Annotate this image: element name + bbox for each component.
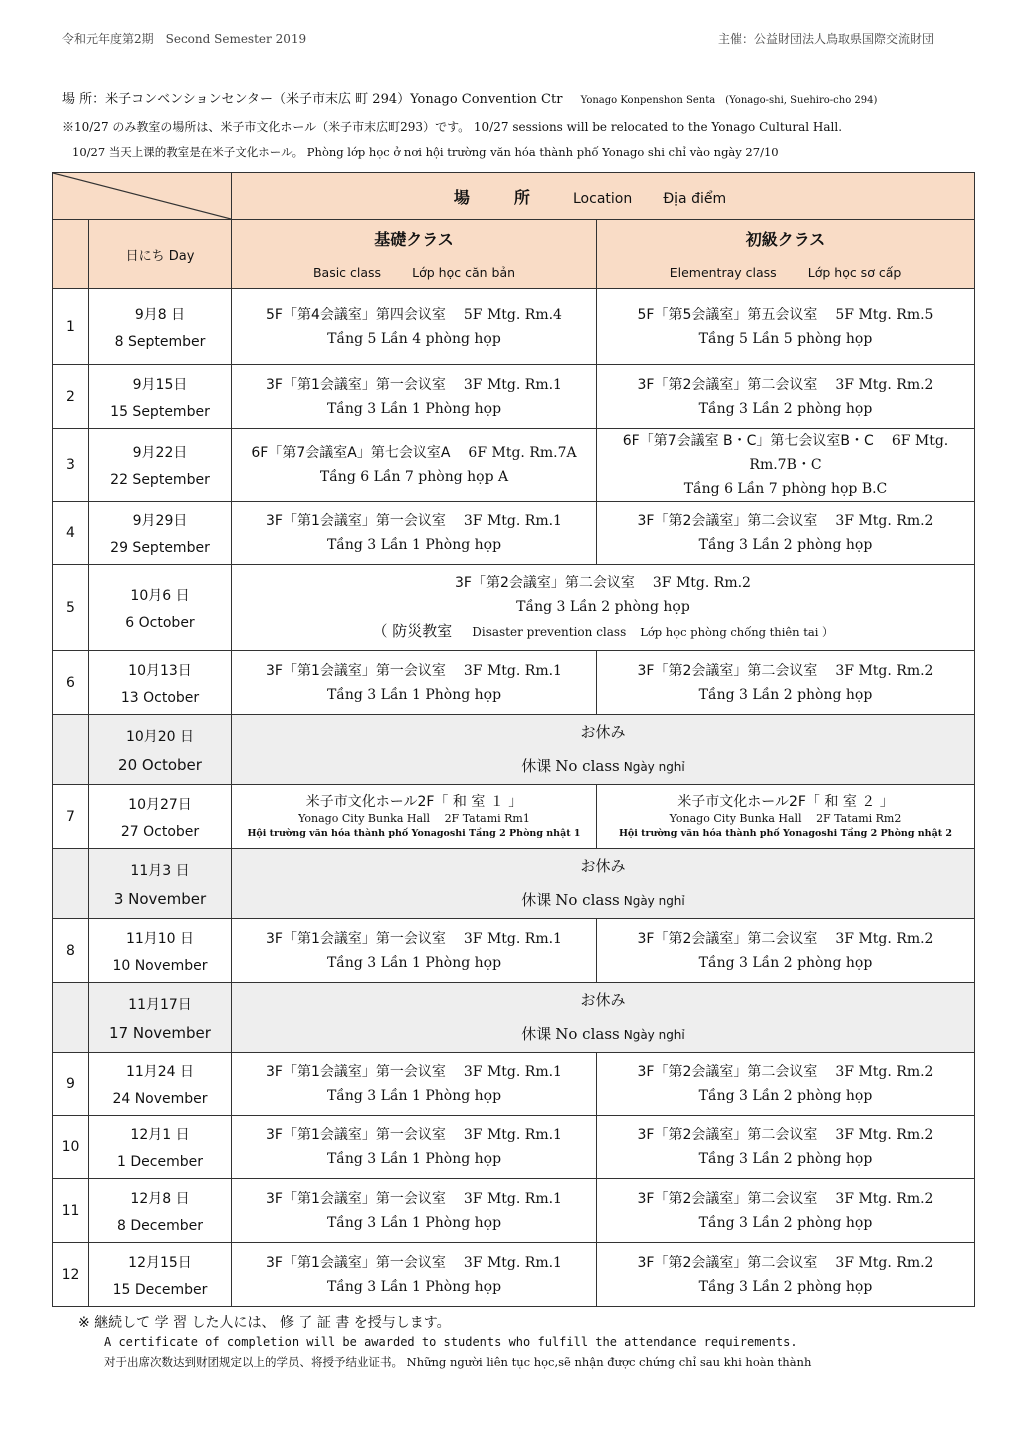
- table-row: [53, 502, 975, 565]
- basic-room: [232, 502, 597, 565]
- room-en: 6F Mtg. Rm.7B・C: [749, 433, 949, 473]
- organizer-label: 主催：公益財団法人鳥取県国際交流財団: [717, 32, 934, 46]
- room-ja: 5F「第5会議室」第五会议室: [637, 306, 818, 323]
- session-date: [89, 1053, 232, 1116]
- table-header-class-row: [53, 220, 975, 289]
- session-number: 6: [53, 651, 89, 715]
- room-vi: Tầng 3 Lần 1 Phòng họp: [326, 1151, 502, 1167]
- date-jp: 12月15日: [128, 1254, 192, 1271]
- date-en: 17 November: [109, 1023, 211, 1042]
- room-ja: 3F「第2会議室」第二会议室: [637, 930, 818, 947]
- room-ja: 3F「第2会議室」第二会议室: [637, 1190, 818, 1207]
- no-class-zh: 休课: [521, 891, 552, 909]
- location-header-ja: 場 所: [453, 187, 544, 207]
- no-class-cell: [232, 983, 975, 1053]
- date-en: 15 September: [110, 403, 210, 420]
- session-date: [89, 289, 232, 365]
- room-vi: Tầng 3 Lần 2 phòng họp: [698, 1088, 873, 1104]
- date-en: 22 September: [110, 472, 210, 488]
- session-number: 2: [53, 365, 89, 429]
- basic-class-header: [232, 220, 597, 289]
- room-en: 3F Mtg. Rm.2: [835, 930, 934, 947]
- room-ja: 3F「第1会議室」第一会议室: [266, 1190, 446, 1207]
- date-en: 3 November: [113, 889, 207, 908]
- elementary-class-ja: 初級クラス: [745, 230, 826, 249]
- room-en: 3F Mtg. Rm.2: [835, 513, 934, 529]
- room-en: 3F Mtg. Rm.1: [463, 1254, 562, 1271]
- session-date: [89, 565, 232, 651]
- date-en: 6 October: [125, 614, 195, 631]
- basic-room: [232, 1179, 597, 1243]
- special-class-vi: Lớp học phòng chống thiên tai ）: [640, 625, 834, 639]
- room-vi: Tầng 3 Lần 2 phòng họp: [698, 954, 873, 971]
- room-en: 3F Mtg. Rm.2: [652, 575, 751, 591]
- basic-room: [232, 651, 597, 715]
- basic-class-en: Basic class: [312, 265, 382, 280]
- elementary-room: [597, 785, 975, 849]
- no-class-cell: [232, 849, 975, 919]
- table-row-holiday: [53, 983, 975, 1053]
- table-corner: [53, 173, 232, 220]
- date-jp: 10月20 日: [125, 728, 195, 745]
- room-en: 3F Mtg. Rm.1: [463, 1064, 562, 1080]
- location-romaji: Yonago Konpenshon Senta (Yonago-shi, Suehiro-cho 294): [580, 95, 878, 106]
- room-en: 3F Mtg. Rm.1: [463, 513, 562, 529]
- session-number: 1: [53, 289, 89, 365]
- session-date: [89, 502, 232, 565]
- location-line: [62, 88, 877, 107]
- date-en: 8 September: [114, 333, 206, 350]
- table-row: [53, 1053, 975, 1116]
- elementary-room: [597, 651, 975, 715]
- room-ja: 米子市文化ホール2F「 和 室 １ 」: [305, 793, 523, 810]
- table-row: [53, 565, 975, 651]
- table-row-holiday: [53, 849, 975, 919]
- basic-class-ja: 基礎クラス: [374, 230, 454, 249]
- room-en: 3F Mtg. Rm.2: [835, 376, 934, 393]
- date-en: 24 November: [112, 1091, 208, 1107]
- room-vi: Tầng 3 Lần 2 phòng họp: [698, 686, 873, 703]
- schedule-table: [52, 172, 975, 1307]
- relocation-notice: ※10/27 のみ教室の場所は、米子市文化ホール（米子市末広町293）です。 10/27 sessions will be relocated to the Yonago Cultural Hall.: [62, 120, 843, 134]
- room-ja: 3F「第2会議室」第二会议室: [637, 376, 818, 393]
- date-en: 27 October: [120, 823, 200, 840]
- basic-room: [232, 365, 597, 429]
- room-vi: Tầng 3 Lần 2 phòng họp: [698, 537, 873, 553]
- certificate-note-en: A certificate of completion will be awarded to students who fulfill the attendance requirements.: [104, 1335, 798, 1349]
- elementary-room: [597, 429, 975, 502]
- elementary-room: [597, 502, 975, 565]
- no-class-vi: Ngày nghỉ: [623, 760, 685, 774]
- special-class-en: Disaster prevention class: [472, 625, 627, 639]
- room-en: 3F Mtg. Rm.2: [835, 1190, 934, 1207]
- table-row: [53, 1243, 975, 1307]
- session-number-empty: [53, 715, 89, 785]
- semester-label: 令和元年度第2期 Second Semester 2019: [62, 32, 307, 46]
- no-class-cell: [232, 715, 975, 785]
- room-en: 3F Mtg. Rm.1: [463, 1127, 562, 1143]
- elementary-room: [597, 1179, 975, 1243]
- session-number: 5: [53, 565, 89, 651]
- room-vi: Tầng 3 Lần 1 Phòng họp: [326, 537, 502, 553]
- session-number: 11: [53, 1179, 89, 1243]
- session-date: [89, 983, 232, 1053]
- date-en: 20 October: [118, 755, 202, 774]
- no-class-zh: 休课: [521, 757, 552, 775]
- date-jp: 10月13日: [128, 662, 192, 679]
- room-ja: 3F「第1会議室」第一会议室: [266, 1064, 446, 1080]
- basic-room: [232, 919, 597, 983]
- room-en: 5F Mtg. Rm.4: [463, 306, 562, 323]
- elementary-room: [597, 1053, 975, 1116]
- room-en: Yonago City Bunka Hall 2F Tatami Rm1: [298, 811, 530, 825]
- room-en: 3F Mtg. Rm.1: [463, 1190, 562, 1207]
- room-ja: 3F「第1会議室」第一会议室: [266, 1127, 446, 1143]
- room-ja: 3F「第1会議室」第一会议室: [266, 513, 446, 529]
- date-jp: 12月1 日: [130, 1127, 190, 1143]
- date-en: 8 December: [117, 1217, 203, 1234]
- room-ja: 3F「第1会議室」第一会议室: [266, 1254, 446, 1271]
- room-vi: Hội trường văn hóa thành phố Yonagoshi Tầng 2 Phòng nhật 1: [247, 827, 581, 839]
- table-row: [53, 651, 975, 715]
- room-vi: Tầng 3 Lần 2 phòng họp: [698, 1214, 873, 1231]
- session-date: [89, 919, 232, 983]
- date-en: 13 October: [120, 689, 200, 706]
- no-class-en: No class: [555, 757, 620, 775]
- elementary-room: [597, 365, 975, 429]
- date-jp: 9月22日: [132, 445, 188, 461]
- room-vi: Tầng 5 Lần 4 phòng họp: [327, 330, 501, 347]
- session-date: [89, 429, 232, 502]
- elementary-room: [597, 289, 975, 365]
- room-ja: 6F「第7会議室A」第七会议室A: [251, 445, 451, 461]
- date-jp: 11月10 日: [125, 930, 195, 947]
- basic-room: [232, 1116, 597, 1179]
- no-class-ja: お休み: [580, 723, 626, 741]
- room-en: 3F Mtg. Rm.1: [463, 930, 562, 947]
- table-row: [53, 919, 975, 983]
- room-en: Yonago City Bunka Hall 2F Tatami Rm2: [669, 811, 902, 825]
- elementary-class-vi: Lớp học sơ cấp: [807, 265, 902, 280]
- room-en: 3F Mtg. Rm.1: [463, 662, 562, 679]
- session-date: [89, 1116, 232, 1179]
- date-jp: 11月17日: [128, 996, 192, 1013]
- room-ja: 3F「第2会議室」第二会议室: [637, 1254, 818, 1271]
- table-row: [53, 365, 975, 429]
- no-class-vi: Ngày nghỉ: [623, 894, 685, 908]
- elementary-room: [597, 1116, 975, 1179]
- basic-room: [232, 429, 597, 502]
- date-jp: 11月3 日: [130, 862, 190, 879]
- session-number: 12: [53, 1243, 89, 1307]
- date-en: 10 November: [112, 957, 208, 974]
- location-header: [232, 173, 975, 220]
- basic-class-vi: Lớp học căn bản: [412, 265, 516, 280]
- session-date: [89, 1243, 232, 1307]
- location-label: 場 所：米子コンベンションセンター（米子市末広 町 294）Yonago Convention Ctr: [62, 92, 563, 107]
- location-header-vi: Địa điểm: [663, 190, 727, 207]
- session-number: 9: [53, 1053, 89, 1116]
- session-date: [89, 785, 232, 849]
- certificate-note-zh-vi: 对于出席次数达到财团规定以上的学员、将授予结业证书。 Những người liên tục học,sẽ nhận được chứng chỉ sau khi hoàn thành: [104, 1355, 812, 1369]
- basic-room: [232, 1053, 597, 1116]
- table-row: [53, 785, 975, 849]
- room-vi: Tầng 5 Lần 5 phòng họp: [698, 330, 873, 347]
- room-vi: Tầng 3 Lần 1 Phòng họp: [326, 1214, 502, 1231]
- room-en: 5F Mtg. Rm.5: [835, 306, 934, 323]
- elementary-room: [597, 919, 975, 983]
- table-header-location-row: [53, 173, 975, 220]
- table-row: [53, 1116, 975, 1179]
- session-number: 3: [53, 429, 89, 502]
- no-class-vi: Ngày nghỉ: [623, 1028, 685, 1042]
- room-en: 3F Mtg. Rm.2: [835, 1127, 934, 1143]
- date-en: 15 December: [112, 1281, 208, 1298]
- room-en: 6F Mtg. Rm.7A: [468, 445, 577, 461]
- room-vi: Tầng 3 Lần 2 phòng họp: [698, 1151, 873, 1167]
- no-class-en: No class: [555, 891, 620, 909]
- session-number: 10: [53, 1116, 89, 1179]
- room-vi: Tầng 6 Lần 7 phòng họp A: [319, 469, 509, 485]
- number-header: [53, 220, 89, 289]
- session-number-empty: [53, 849, 89, 919]
- room-vi: Tầng 3 Lần 2 phòng họp: [698, 1278, 873, 1295]
- room-ja: 6F「第7会議室 B・C」第七会议室B・C: [622, 433, 874, 449]
- session-date: [89, 715, 232, 785]
- room-vi: Tầng 3 Lần 1 Phòng họp: [326, 1088, 502, 1104]
- room-vi: Tầng 3 Lần 2 phòng họp: [698, 400, 873, 417]
- elementary-room: [597, 1243, 975, 1307]
- room-ja: 3F「第1会議室」第一会议室: [266, 376, 446, 393]
- room-vi: Tầng 3 Lần 1 Phòng họp: [326, 954, 502, 971]
- combined-room: [232, 565, 975, 651]
- date-jp: 10月27日: [128, 796, 192, 813]
- room-vi: Hội trường văn hóa thành phố Yonagoshi Tầng 2 Phòng nhật 2: [618, 827, 953, 839]
- room-en: 3F Mtg. Rm.1: [463, 376, 562, 393]
- date-jp: 11月24 日: [125, 1064, 195, 1080]
- no-class-ja: お休み: [580, 991, 626, 1009]
- no-class-zh: 休课: [521, 1025, 552, 1043]
- date-jp: 9月15日: [132, 376, 188, 393]
- room-ja: 3F「第2会議室」第二会议室: [637, 1064, 818, 1080]
- elementary-class-en: Elementray class: [669, 265, 777, 280]
- room-vi: Tầng 3 Lần 1 Phòng họp: [326, 1278, 502, 1295]
- session-number: 7: [53, 785, 89, 849]
- session-date: [89, 365, 232, 429]
- elementary-class-header: [597, 220, 975, 289]
- date-jp: 10月6 日: [130, 587, 190, 604]
- session-number-empty: [53, 983, 89, 1053]
- basic-room: [232, 1243, 597, 1307]
- room-ja: 3F「第1会議室」第一会议室: [266, 662, 446, 679]
- room-ja: 5F「第4会議室」第四会议室: [266, 306, 446, 323]
- session-date: [89, 651, 232, 715]
- no-class-en: No class: [555, 1025, 620, 1043]
- session-number: 8: [53, 919, 89, 983]
- diagonal-line-icon: [53, 173, 231, 219]
- table-row: [53, 1179, 975, 1243]
- room-ja: 米子市文化ホール2F「 和 室 ２ 」: [677, 793, 894, 810]
- room-en: 3F Mtg. Rm.2: [835, 662, 934, 679]
- no-class-ja: お休み: [580, 857, 626, 875]
- relocation-notice-translation: 10/27 当天上课的教室是在米子文化ホール。 Phòng lớp học ở nơi hội trường văn hóa thành phố Yonago shi chỉ vào ngày 27/10: [72, 145, 779, 159]
- room-vi: Tầng 6 Lần 7 phòng họp B.C: [683, 481, 888, 497]
- date-jp: 9月8 日: [134, 306, 186, 323]
- special-class-ja: （ 防災教室: [372, 622, 453, 640]
- certificate-note-ja: ※ 継続して 学 習 した人には、 修 了 証 書 を授与します。: [78, 1315, 451, 1331]
- day-header: 日にち Day: [89, 220, 232, 289]
- table-row: [53, 289, 975, 365]
- room-vi: Tầng 3 Lần 2 phòng họp: [516, 599, 690, 615]
- table-row-holiday: [53, 715, 975, 785]
- room-ja: 3F「第2会議室」第二会议室: [637, 1127, 818, 1143]
- session-date: [89, 1179, 232, 1243]
- room-vi: Tầng 3 Lần 1 Phòng họp: [326, 400, 502, 417]
- date-jp: 9月29日: [132, 513, 188, 529]
- date-en: 1 December: [117, 1154, 203, 1170]
- session-number: 4: [53, 502, 89, 565]
- basic-room: [232, 289, 597, 365]
- date-en: 29 September: [110, 540, 210, 556]
- room-ja: 3F「第2会議室」第二会议室: [455, 575, 635, 591]
- room-ja: 3F「第1会議室」第一会议室: [266, 930, 446, 947]
- room-ja: 3F「第2会議室」第二会议室: [637, 513, 818, 529]
- date-jp: 12月8 日: [130, 1190, 190, 1207]
- room-en: 3F Mtg. Rm.2: [835, 1254, 934, 1271]
- location-header-en: Location: [573, 190, 633, 207]
- session-date: [89, 849, 232, 919]
- room-vi: Tầng 3 Lần 1 Phòng họp: [326, 686, 502, 703]
- table-row: [53, 429, 975, 502]
- basic-room: [232, 785, 597, 849]
- room-en: 3F Mtg. Rm.2: [835, 1064, 934, 1080]
- room-ja: 3F「第2会議室」第二会议室: [637, 662, 818, 679]
